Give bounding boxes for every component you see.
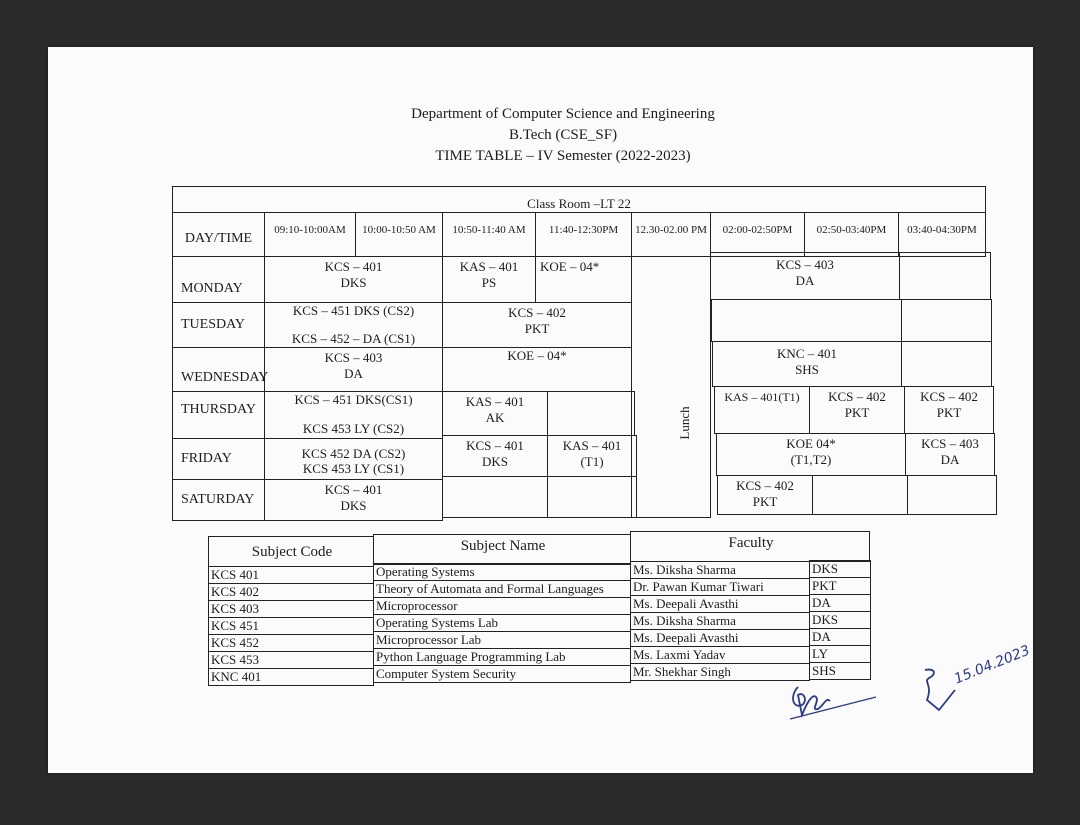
empty-cell	[901, 299, 992, 342]
subject-name-cell: Computer System Security	[373, 665, 631, 683]
slot-header: 09:10-10:00AM	[264, 212, 356, 257]
class-cell: KOE – 04*	[535, 256, 632, 303]
subject-name-header: Subject Name	[373, 534, 631, 565]
subject-code-cell: KCS 451	[208, 617, 374, 635]
class-cell: KNC – 401 SHS	[712, 341, 902, 387]
signature-mark	[780, 675, 890, 730]
faculty-abbr-cell: DKS	[809, 611, 871, 629]
slot-header: 10:00-10:50 AM	[355, 212, 443, 257]
day-friday: FRIDAY	[172, 438, 265, 480]
class-cell: KAS – 401 AK	[442, 391, 548, 436]
day-wednesday: WEDNESDAY	[172, 347, 265, 392]
faculty-abbr-cell: PKT	[809, 577, 871, 595]
faculty-name-cell: Dr. Pawan Kumar Tiwari	[630, 578, 810, 596]
faculty-abbr-cell: DA	[809, 628, 871, 646]
faculty-name-cell: Mr. Shekhar Singh	[630, 663, 810, 681]
empty-cell	[442, 476, 548, 518]
subject-name-cell: Microprocessor	[373, 597, 631, 615]
subject-code-header: Subject Code	[208, 536, 374, 567]
slot-header: 12.30-02.00 PM	[631, 212, 711, 257]
slot-header: 02:00-02:50PM	[710, 212, 805, 257]
empty-cell	[899, 252, 991, 300]
subject-name-cell: Operating Systems	[373, 563, 631, 581]
class-cell: KAS – 401(T1)	[714, 386, 810, 434]
class-cell: KCS – 402 PKT	[809, 386, 905, 434]
subject-name-cell: Theory of Automata and Formal Languages	[373, 580, 631, 598]
day-saturday: SATURDAY	[172, 479, 265, 521]
empty-cell	[812, 475, 908, 515]
day-tuesday: TUESDAY	[172, 302, 265, 348]
day-thursday: THURSDAY	[172, 391, 265, 439]
class-cell: KCS – 451 DKS (CS2) KCS – 452 – DA (CS1)	[264, 302, 443, 348]
class-cell: KCS – 403 DA	[905, 433, 995, 476]
slot-header: 10:50-11:40 AM	[442, 212, 536, 257]
subject-code-cell: KCS 401	[208, 566, 374, 584]
lunch-label: Lunch	[677, 406, 692, 440]
class-cell: KOE 04* (T1,T2)	[716, 433, 906, 476]
faculty-abbr-cell: SHS	[809, 662, 871, 680]
department-heading: Department of Computer Science and Engineering	[411, 106, 715, 122]
timetable-title: TIME TABLE – IV Semester (2022-2023)	[435, 148, 691, 164]
empty-cell	[547, 391, 635, 436]
program-heading: B.Tech (CSE_SF)	[508, 127, 618, 143]
faculty-header: Faculty	[630, 531, 870, 562]
empty-cell	[711, 299, 902, 342]
faculty-abbr-cell: LY	[809, 645, 871, 663]
slot-header: 11:40-12:30PM	[535, 212, 632, 257]
day-time-header: DAY/TIME	[172, 212, 265, 257]
faculty-name-cell: Ms. Laxmi Yadav	[630, 646, 810, 664]
faculty-abbr-cell: DKS	[809, 560, 871, 578]
subject-name-cell: Python Language Programming Lab	[373, 648, 631, 666]
subject-code-cell: KCS 452	[208, 634, 374, 652]
empty-cell	[907, 475, 997, 515]
classroom-label: Class Room –LT 22	[172, 186, 986, 213]
subject-code-cell: KCS 453	[208, 651, 374, 669]
signature-date: 15.04.2023	[952, 642, 1033, 688]
slot-header: 03:40-04:30PM	[898, 212, 986, 257]
class-cell: KOE – 04*	[442, 347, 632, 392]
class-cell: KCS – 401 DKS	[264, 256, 443, 303]
subject-name-cell: Microprocessor Lab	[373, 631, 631, 649]
class-cell: KAS – 401 (T1)	[547, 435, 637, 477]
class-cell: KCS – 402 PKT	[717, 475, 813, 515]
lunch-cell	[631, 256, 711, 518]
faculty-name-cell: Ms. Deepali Avasthi	[630, 629, 810, 647]
faculty-name-cell: Ms. Deepali Avasthi	[630, 595, 810, 613]
class-cell: KCS – 403 DA	[710, 252, 900, 300]
class-cell: KCS 452 DA (CS2) KCS 453 LY (CS1)	[264, 438, 443, 480]
faculty-name-cell: Ms. Diksha Sharma	[630, 561, 810, 579]
day-monday: MONDAY	[172, 256, 265, 303]
subject-name-cell: Operating Systems Lab	[373, 614, 631, 632]
class-cell: KAS – 401 PS	[442, 256, 536, 303]
class-cell: KCS – 401 DKS	[442, 435, 548, 477]
empty-cell	[901, 341, 992, 387]
class-cell: KCS – 402 PKT	[442, 302, 632, 348]
slot-header: 02:50-03:40PM	[804, 212, 899, 257]
class-cell: KCS – 402 PKT	[904, 386, 994, 434]
class-cell: KCS – 451 DKS(CS1) KCS 453 LY (CS2)	[264, 391, 443, 439]
empty-cell	[547, 476, 637, 518]
subject-code-cell: KCS 403	[208, 600, 374, 618]
faculty-abbr-cell: DA	[809, 594, 871, 612]
faculty-name-cell: Ms. Diksha Sharma	[630, 612, 810, 630]
subject-code-cell: KCS 402	[208, 583, 374, 601]
class-cell: KCS – 401 DKS	[264, 479, 443, 521]
class-cell: KCS – 403 DA	[264, 347, 443, 392]
subject-code-cell: KNC 401	[208, 668, 374, 686]
